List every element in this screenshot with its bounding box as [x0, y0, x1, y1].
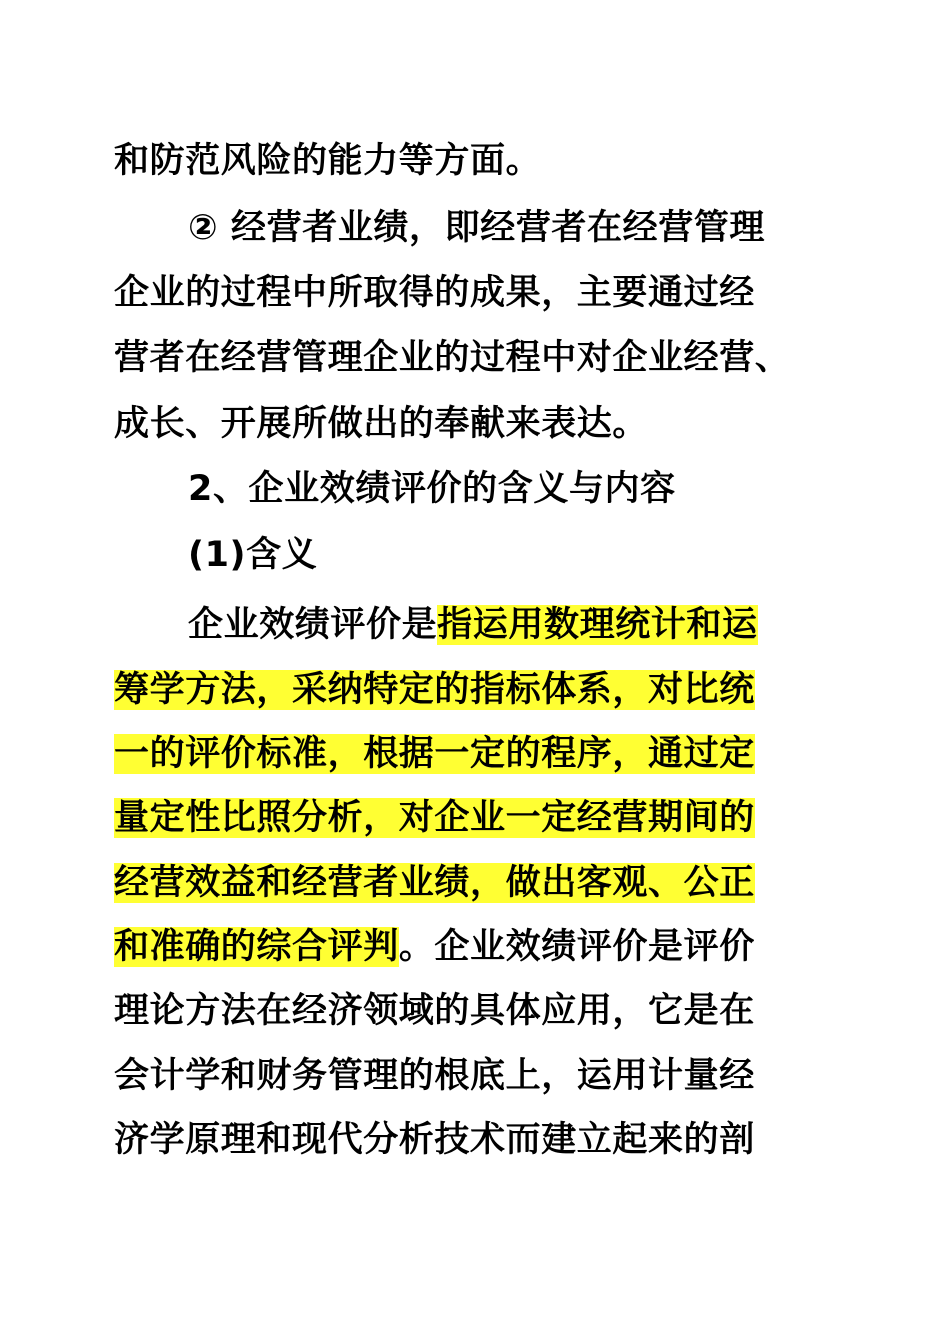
highlighted-text: 指运用数理统计和运	[437, 605, 758, 645]
paragraph-line	[114, 1048, 755, 1104]
text-run: 企业效绩评价是	[188, 605, 438, 645]
paragraph-line	[114, 726, 755, 782]
text-run: 营者在经营管理企业的过程中对企业经营、	[114, 338, 791, 378]
paragraph-line	[114, 919, 755, 975]
paragraph-line	[114, 983, 755, 1039]
heading-text: 2、企业效绩评价的含义与内容	[188, 469, 676, 509]
paragraph-line	[114, 790, 755, 846]
text-run: 济学原理和现代分析技术而建立起来的剖	[114, 1120, 755, 1160]
text-run: 企业的过程中所取得的成果，主要通过经	[114, 273, 755, 313]
subsection-heading	[188, 527, 317, 583]
paragraph-line	[114, 855, 755, 911]
heading-text: (1)含义	[188, 535, 318, 575]
paragraph-line	[114, 662, 755, 718]
paragraph-line	[114, 133, 541, 189]
text-run: 成长、开展所做出的奉献来表达。	[114, 404, 649, 444]
text-run: 理论方法在经济领域的具体应用，它是在	[114, 991, 755, 1031]
paragraph-line	[114, 396, 648, 452]
highlighted-text: 筹学方法，采纳特定的指标体系，对比统	[114, 670, 755, 710]
paragraph-line	[188, 200, 765, 256]
highlighted-text: 经营效益和经营者业绩，做出客观、公正	[114, 863, 755, 903]
highlighted-text: 和准确的综合评判	[114, 927, 399, 967]
text-run: ② 经营者业绩，即经营者在经营管理	[188, 208, 766, 248]
text-run: 会计学和财务管理的根底上，运用计量经	[114, 1056, 755, 1096]
paragraph-line	[114, 1112, 755, 1168]
paragraph-line	[114, 330, 790, 386]
text-run: 和防范风险的能力等方面。	[114, 141, 542, 181]
highlighted-text: 量定性比照分析，对企业一定经营期间的	[114, 798, 755, 838]
highlighted-text: 一的评价标准，根据一定的程序，通过定	[114, 734, 755, 774]
section-heading	[188, 461, 676, 517]
text-run: 。企业效绩评价是评价	[398, 927, 755, 967]
paragraph-line	[188, 597, 758, 653]
paragraph-line	[114, 265, 755, 321]
